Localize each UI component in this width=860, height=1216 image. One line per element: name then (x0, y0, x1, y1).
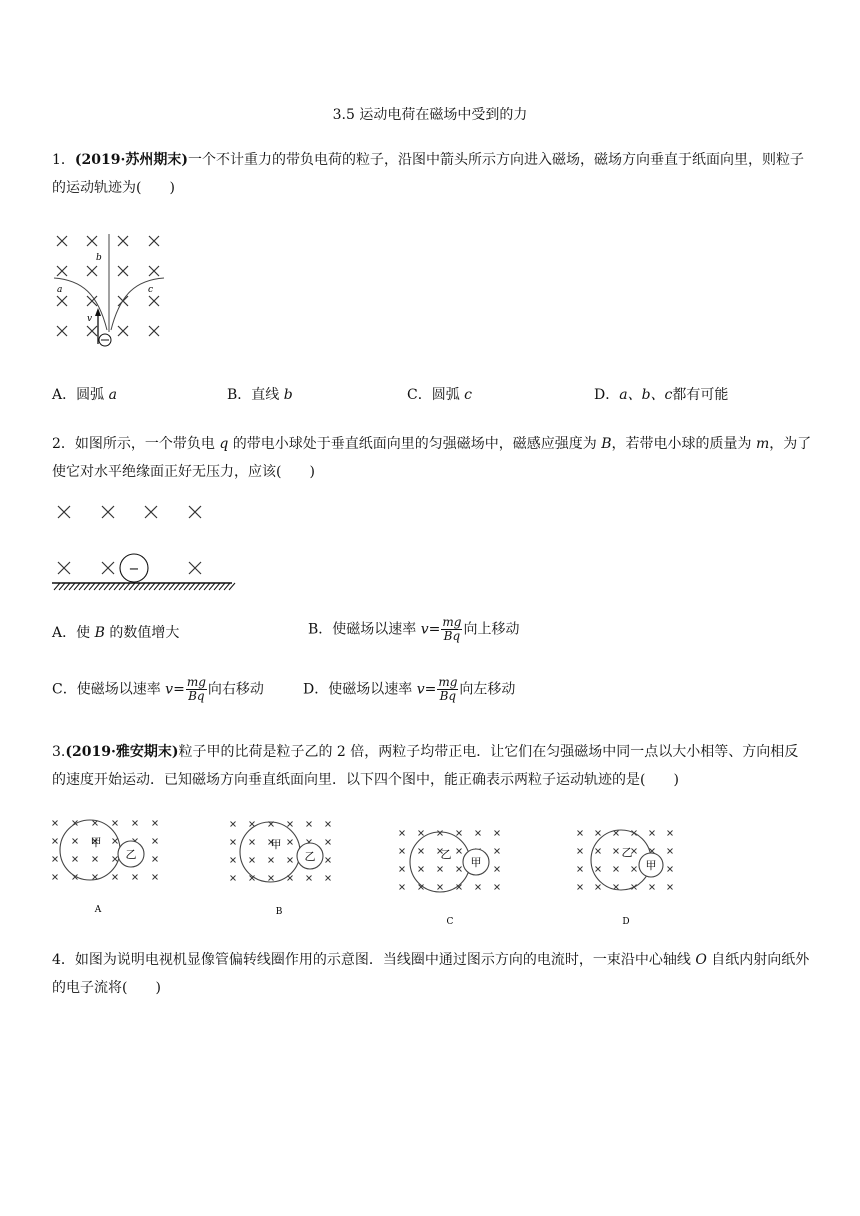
cross-icon (326, 840, 331, 845)
question-source: (2019·苏州期末) (74, 152, 189, 168)
q3-figure-c (398, 828, 518, 928)
cross-icon (438, 885, 443, 890)
q1-option-d[interactable]: D．a、b、c都有可能 (594, 387, 729, 403)
cross-icon (400, 867, 405, 872)
question-1-stem (52, 146, 812, 202)
label-c: c (148, 285, 154, 295)
label-b: b (96, 253, 102, 263)
cross-icon (419, 831, 424, 836)
cross-icon (231, 822, 236, 827)
q2-option-a[interactable]: A．使 B 的数值增大 (52, 625, 180, 641)
cross-icon (668, 849, 673, 854)
question-2-stem: 2．如图所示，一个带负电 q 的带电小球处于垂直纸面向里的匀强磁场中，磁感应强度为 B，若带电小球的质量为 m，为了使它对水平绝缘面正好无压力，应该( ) (52, 436, 812, 480)
cross-icon (400, 831, 405, 836)
q1-option-b[interactable]: B．直线 b (227, 387, 293, 403)
cross-icon (438, 831, 443, 836)
large-trajectory (240, 822, 300, 882)
cross-icon (307, 822, 312, 827)
small-label: 乙 (304, 850, 316, 863)
cross-icon (614, 849, 619, 854)
cross-icon (153, 821, 158, 826)
cross-icon (400, 885, 405, 890)
cross-icon (58, 562, 70, 574)
cross-icon (113, 821, 118, 826)
cross-icon (250, 840, 255, 845)
cross-icon (53, 875, 58, 880)
page-title: 3.5 运动电荷在磁场中受到的力 (332, 107, 528, 123)
cross-icon (87, 326, 97, 336)
cross-icon (145, 506, 157, 518)
cross-icon (133, 821, 138, 826)
cross-icon (53, 839, 58, 844)
cross-icon (614, 867, 619, 872)
cross-icon (102, 562, 114, 574)
cross-icon (668, 831, 673, 836)
cross-icon (596, 867, 601, 872)
cross-icon (231, 876, 236, 881)
figure-caption: B (275, 907, 283, 917)
figure-q2-ball-on-surface (50, 498, 236, 598)
cross-icon (419, 867, 424, 872)
cross-icon (650, 831, 655, 836)
cross-icon (87, 236, 97, 246)
cross-icon (57, 326, 67, 336)
q2-option-d[interactable]: D．使磁场以速率 v= $\frac{mg}{Bq}$ 向左移动 (303, 675, 516, 703)
cross-icon (93, 857, 98, 862)
figure-caption: A (94, 905, 102, 915)
cross-icon (118, 326, 128, 336)
cross-icon (189, 562, 201, 574)
cross-icon (118, 266, 128, 276)
q3-figure-a (48, 816, 168, 916)
cross-icon (650, 885, 655, 890)
q1-option-a[interactable]: A．圆弧 a (52, 387, 117, 403)
label-a: a (57, 285, 63, 295)
cross-icon (476, 831, 481, 836)
cross-icon (113, 839, 118, 844)
large-label: 乙 (440, 848, 452, 861)
cross-icon (495, 867, 500, 872)
cross-icon (149, 266, 159, 276)
label-v: v (87, 314, 93, 324)
cross-icon (578, 849, 583, 854)
cross-icon (476, 885, 481, 890)
cross-icon (326, 876, 331, 881)
cross-icon (231, 858, 236, 863)
ball-charge-sign: − (128, 562, 140, 577)
q2-option-b[interactable]: B．使磁场以速率 v= $\frac{mg}{Bq}$ 向上移动 (308, 615, 520, 643)
cross-icon (118, 236, 128, 246)
field-cross-icons (57, 236, 159, 336)
cross-icon (53, 821, 58, 826)
cross-icon (326, 858, 331, 863)
question-3-stem: 3.(2019·雅安期末)粒子甲的比荷是粒子乙的 2 倍，两粒子均带正电．让它们在匀强磁场中同一点以大小相等、方向相反的速度开始运动．已知磁场方向垂直纸面向里．以下四个图中，能正确表示两粒子运动轨迹的是( ) (52, 744, 799, 788)
cross-icon (102, 506, 114, 518)
large-trajectory (410, 832, 470, 892)
cross-icon (149, 236, 159, 246)
cross-icon (133, 875, 138, 880)
cross-icon (113, 875, 118, 880)
cross-icon (495, 885, 500, 890)
cross-icon (189, 506, 201, 518)
cross-icon (153, 839, 158, 844)
cross-icon (668, 867, 673, 872)
cross-icon (250, 822, 255, 827)
cross-icon (153, 875, 158, 880)
cross-icon (149, 326, 159, 336)
small-label: 乙 (125, 848, 137, 861)
cross-icon (438, 867, 443, 872)
cross-icon (495, 831, 500, 836)
question-text: 一个不计重力的带负电荷的粒子，沿图中箭头所示方向进入磁场，磁场方向垂直于纸面向里，则粒子的运动轨迹为( ) (52, 152, 805, 196)
cross-icon (596, 849, 601, 854)
small-label: 甲 (645, 859, 657, 872)
cross-icon (457, 867, 462, 872)
cross-icon (457, 831, 462, 836)
q1-option-c[interactable]: C．圆弧 c (407, 387, 473, 403)
cross-icon (58, 506, 70, 518)
cross-icon (269, 876, 274, 881)
q3-figure-d (576, 828, 696, 928)
cross-icon (632, 867, 637, 872)
q2-option-c[interactable]: C．使磁场以速率 v= $\frac{mg}{Bq}$ 向右移动 (52, 675, 264, 703)
cross-icon (153, 857, 158, 862)
cross-icon (288, 840, 293, 845)
q3-figure-b (227, 818, 347, 918)
large-label: 甲 (90, 836, 102, 849)
surface-hatching (54, 583, 235, 590)
figure-caption: C (446, 917, 454, 927)
cross-icon (57, 236, 67, 246)
cross-icon (668, 885, 673, 890)
question-4-stem: 4．如图为说明电视机显像管偏转线圈作用的示意图．当线圈中通过图示方向的电流时，一束沿中心轴线 O 自纸内射向纸外的电子流将( ) (52, 952, 810, 996)
cross-icon (288, 822, 293, 827)
cross-icon (113, 857, 118, 862)
cross-icon (73, 839, 78, 844)
cross-icon (400, 849, 405, 854)
cross-icon (596, 831, 601, 836)
cross-icon (57, 296, 67, 306)
small-label: 甲 (470, 856, 482, 869)
large-trajectory (60, 820, 120, 880)
cross-icon (231, 840, 236, 845)
cross-icon (53, 857, 58, 862)
cross-icon (307, 876, 312, 881)
large-label: 乙 (621, 846, 633, 859)
large-label: 甲 (270, 838, 282, 851)
cross-icon (269, 858, 274, 863)
cross-icon (596, 885, 601, 890)
question-number: 1． (52, 152, 75, 168)
cross-icon (288, 858, 293, 863)
cross-icon (419, 849, 424, 854)
cross-icon (326, 822, 331, 827)
cross-icon (578, 885, 583, 890)
arc-c (111, 278, 164, 330)
cross-icon (73, 857, 78, 862)
cross-icon (149, 296, 159, 306)
cross-icon (578, 867, 583, 872)
cross-icon (250, 858, 255, 863)
figure-caption: D (622, 917, 630, 927)
cross-icon (57, 266, 67, 276)
cross-icon (457, 849, 462, 854)
cross-icon (495, 849, 500, 854)
cross-icon (578, 831, 583, 836)
cross-icon (87, 266, 97, 276)
figure-q1-magnetic-field (50, 228, 180, 352)
